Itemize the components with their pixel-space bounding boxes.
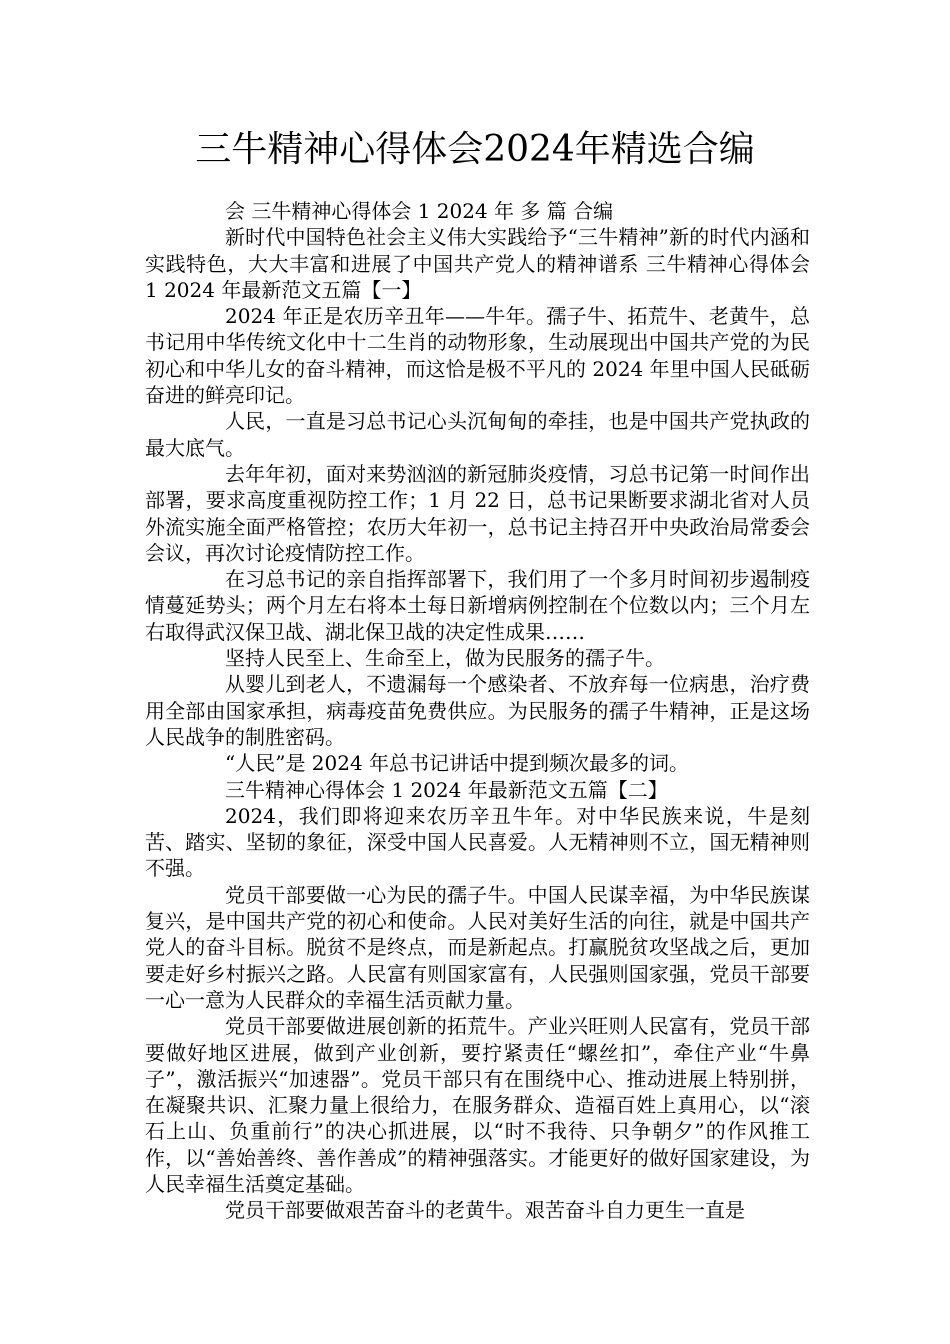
paragraph: 2024 年正是农历辛丑年——牛年。孺子牛、拓荒牛、老黄牛，总书记用中华传统文化中十二生肖的动物形象，生动展现出中国共产党的为民初心和中华儿女的奋斗精神，而这恰是极不平凡的 2024 年里中国人民砥砺奋进的鲜亮印记。 [145, 304, 810, 408]
paragraph: 新时代中国特色社会主义伟大实践给予“三牛精神”新的时代内涵和实践特色，大大丰富和进展了中国共产党人的精神谱系 三牛精神心得体会 1 2024 年最新范文五篇【一】 [145, 225, 810, 302]
paragraph: 从婴儿到老人，不遗漏每一个感染者、不放弃每一位病患，治疗费用全部由国家承担，病毒疫苗免费供应。为民服务的孺子牛精神，正是这场人民战争的制胜密码。 [145, 672, 810, 749]
paragraph: “人民”是 2024 年总书记讲话中提到频次最多的词。 [225, 751, 690, 776]
section-heading: 三牛精神心得体会 1 2024 年最新范文五篇【二】 [225, 777, 668, 802]
paragraph: 人民，一直是习总书记心头沉甸甸的牵挂，也是中国共产党执政的最大底气。 [145, 409, 810, 460]
paragraph: 2024，我们即将迎来农历辛丑牛年。对中华民族来说，牛是刻苦、踏实、坚韧的象征，深受中国人民喜爱。人无精神则不立，国无精神则不强。 [145, 803, 810, 881]
paragraph: 党员干部要做一心为民的孺子牛。中国人民谋幸福，为中华民族谋复兴，是中国共产党的初心和使命。人民对美好生活的向往，就是中国共产党人的奋斗目标。脱贫不是终点，而是新起点。打赢脱贫攻坚战之后，更加要走好乡村振兴之路。人民富有则国家富有，人民强则国家强，党员干部要一心一意为人民群众的幸福生活贡献力量。 [145, 882, 810, 1012]
paragraph: 在习总书记的亲自指挥部署下，我们用了一个多月时间初步遏制疫情蔓延势头；两个月左右将本土每日新增病例控制在个位数以内；三个月左右取得武汉保卫战、湖北保卫战的决定性成果…… [145, 567, 810, 644]
paragraph: 党员干部要做进展创新的拓荒牛。产业兴旺则人民富有，党员干部要做好地区进展，做到产业创新，要拧紧责任“螺丝扣”，牵住产业“牛鼻子”，激活振兴“加速器”。党员干部只有在围绕中心、推动进展上特别拼，在凝聚共识、汇聚力量上很给力，在服务群众、造福百姓上真用心，以“滚石上山、负重前行”的决心抓进展，以“时不我待、只争朝夕”的作风推工作，以“善始善终、善作善成”的精神强落实。才能更好的做好国家建设，为人民幸福生活奠定基础。 [145, 1014, 810, 1196]
paragraph: 去年年初，面对来势汹汹的新冠肺炎疫情，习总书记第一时间作出部署，要求高度重视防控工作；1 月 22 日，总书记果断要求湖北省对人员外流实施全面严格管控；农历大年初一，总书记主持召开中央政治局常委会会议，再次讨论疫情防控工作。 [145, 461, 810, 565]
document-title: 三牛精神心得体会2024年精选合编 [195, 129, 755, 170]
document-body [145, 198, 810, 1224]
paragraph: 坚持人民至上、生命至上，做为民服务的孺子牛。 [225, 646, 665, 671]
paragraph-subtitle: 会 三牛精神心得体会 1 2024 年 多 篇 合编 [225, 199, 614, 223]
paragraph: 党员干部要做艰苦奋斗的老黄牛。艰苦奋斗自力更生一直是 [225, 1198, 745, 1223]
